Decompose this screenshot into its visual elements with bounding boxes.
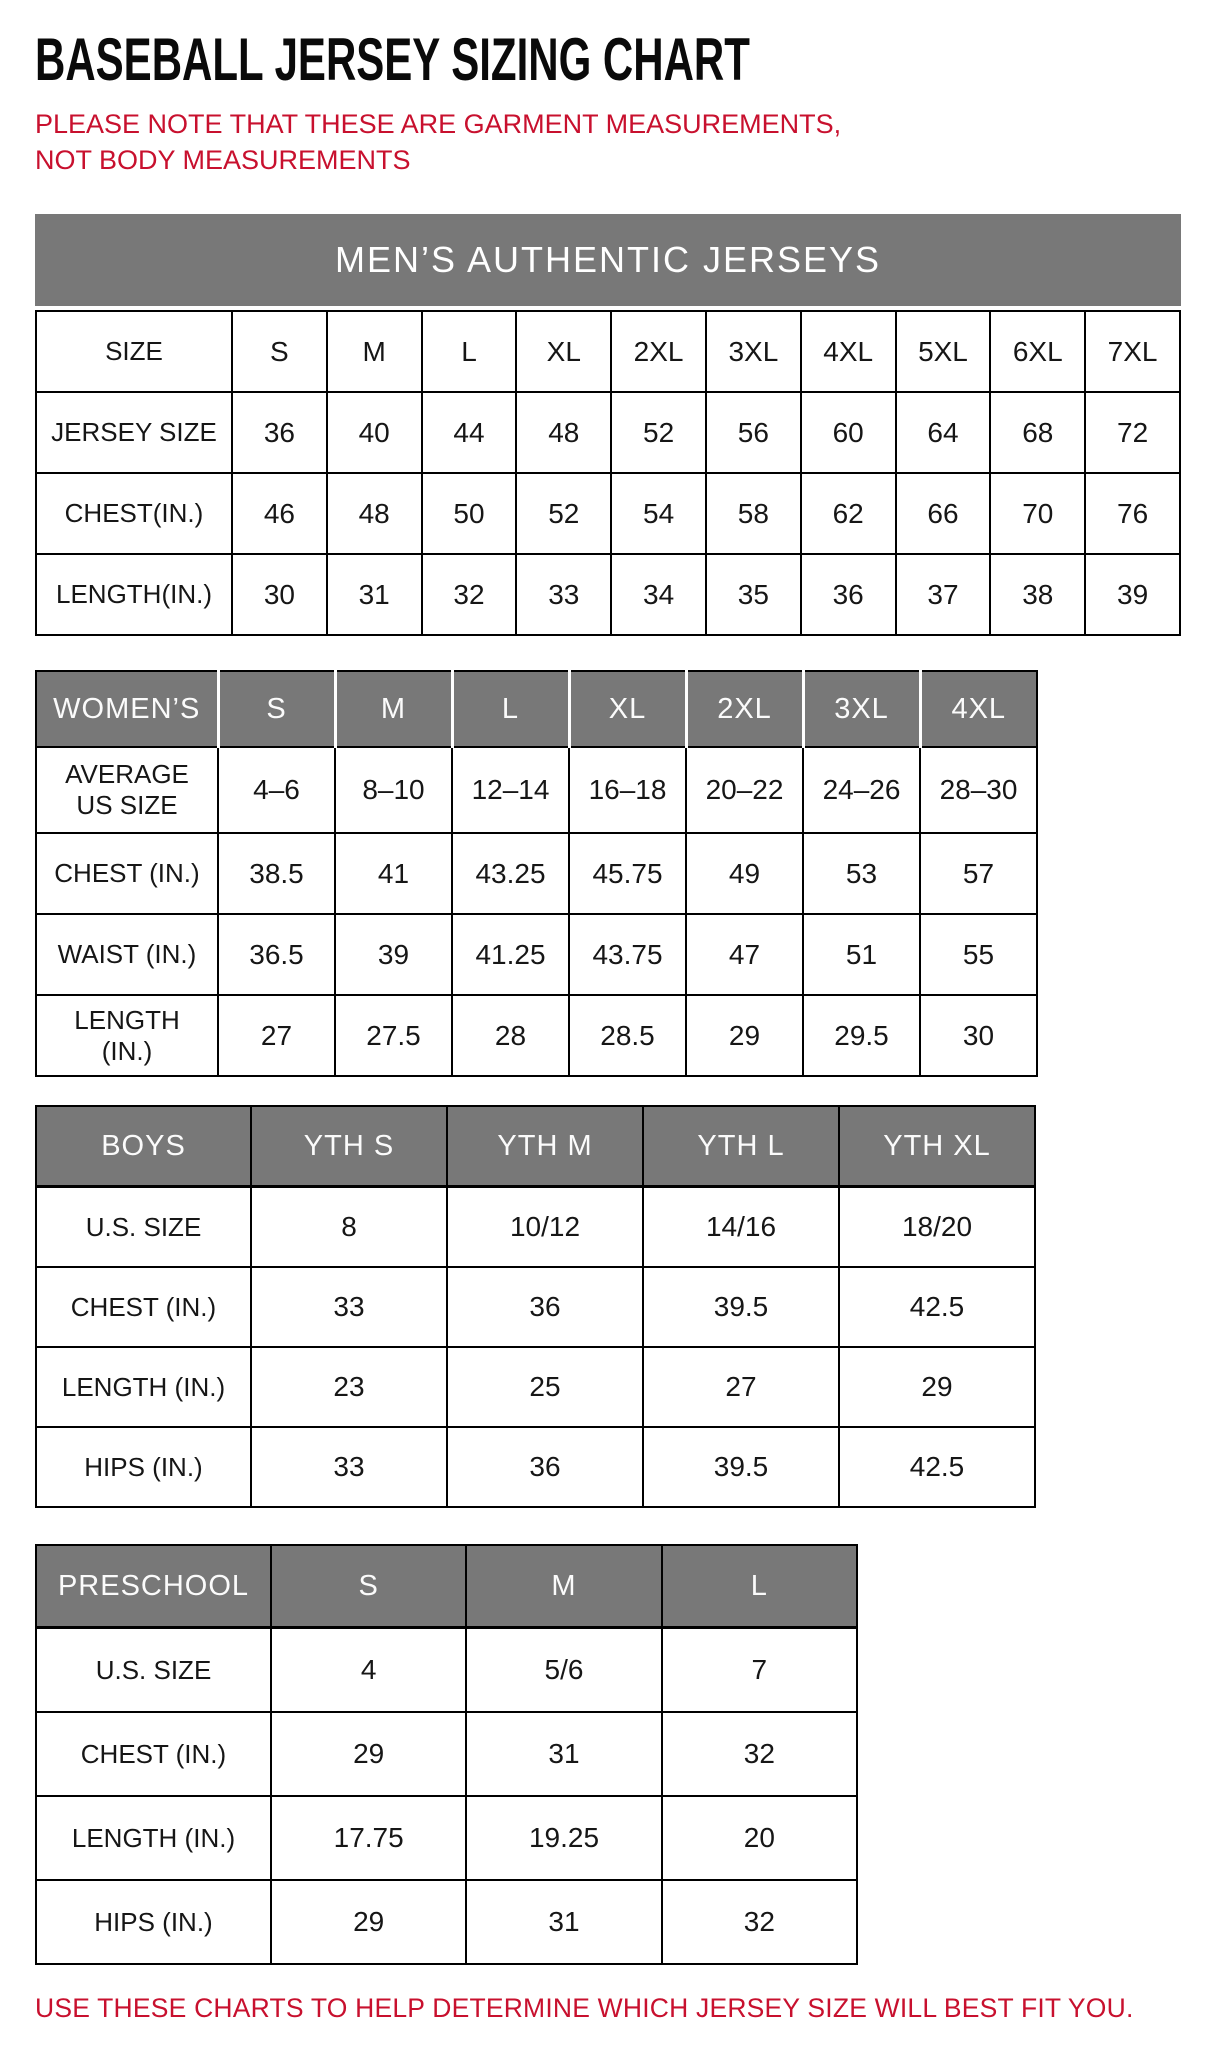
value-cell: 31: [466, 1880, 661, 1964]
value-cell: 41.25: [452, 914, 569, 995]
value-cell: 28–30: [920, 747, 1037, 833]
value-cell: 24–26: [803, 747, 920, 833]
value-cell: 64: [896, 392, 991, 473]
size-cell: 2XL: [611, 311, 706, 392]
value-cell: 48: [516, 392, 611, 473]
womens-size-table: [35, 670, 1038, 1077]
value-cell: 56: [706, 392, 801, 473]
value-cell: 47: [686, 914, 803, 995]
mens-banner: MEN’S AUTHENTIC JERSEYS: [35, 214, 1181, 306]
value-cell: 29.5: [803, 995, 920, 1076]
value-cell: 25: [447, 1347, 643, 1427]
value-cell: 52: [611, 392, 706, 473]
table-header-row: [36, 1545, 857, 1628]
value-cell: 5/6: [466, 1628, 661, 1713]
value-cell: 51: [803, 914, 920, 995]
size-cell: 4XL: [801, 311, 896, 392]
table-row: [36, 995, 1037, 1076]
table-header-row: [36, 671, 1037, 747]
value-cell: 76: [1085, 473, 1180, 554]
row-label-cell: WAIST (IN.): [36, 914, 218, 995]
table-row: [36, 747, 1037, 833]
value-cell: 37: [896, 554, 991, 635]
size-header-cell: M: [335, 671, 452, 747]
value-cell: 32: [662, 1712, 857, 1796]
size-header-cell: M: [466, 1545, 661, 1628]
value-cell: 30: [232, 554, 327, 635]
boys-size-table: [35, 1105, 1036, 1508]
value-cell: 39.5: [643, 1427, 839, 1507]
value-cell: 4–6: [218, 747, 335, 833]
row-label-cell: LENGTH (IN.): [36, 1347, 251, 1427]
value-cell: 27.5: [335, 995, 452, 1076]
value-cell: 70: [990, 473, 1085, 554]
value-cell: 53: [803, 833, 920, 914]
fit-advice-footer: USE THESE CHARTS TO HELP DETERMINE WHICH JERSEY SIZE WILL BEST FIT YOU.: [35, 1993, 1134, 2024]
size-header-cell: YTH M: [447, 1106, 643, 1187]
row-label-cell: HIPS (IN.): [36, 1427, 251, 1507]
table-row: [36, 1712, 857, 1796]
preschool-size-table: [35, 1544, 858, 1965]
value-cell: 29: [839, 1347, 1035, 1427]
value-cell: 28.5: [569, 995, 686, 1076]
preschool-header-label: PRESCHOOL: [36, 1545, 271, 1628]
value-cell: 48: [327, 473, 422, 554]
boys-header-label: BOYS: [36, 1106, 251, 1187]
size-cell: 7XL: [1085, 311, 1180, 392]
garment-measurements-note: PLEASE NOTE THAT THESE ARE GARMENT MEASUREMENTS, NOT BODY MEASUREMENTS: [35, 109, 842, 175]
value-cell: 36: [447, 1427, 643, 1507]
value-cell: 27: [218, 995, 335, 1076]
value-cell: 29: [271, 1712, 466, 1796]
value-cell: 44: [422, 392, 517, 473]
table-row: [36, 1267, 1035, 1347]
value-cell: 33: [251, 1427, 447, 1507]
table-row: [36, 311, 1180, 392]
size-header-cell: L: [662, 1545, 857, 1628]
row-label-cell: HIPS (IN.): [36, 1880, 271, 1964]
value-cell: 52: [516, 473, 611, 554]
value-cell: 60: [801, 392, 896, 473]
value-cell: 72: [1085, 392, 1180, 473]
value-cell: 41: [335, 833, 452, 914]
row-label-cell: CHEST (IN.): [36, 1712, 271, 1796]
size-header-cell: YTH L: [643, 1106, 839, 1187]
value-cell: 36: [447, 1267, 643, 1347]
table-row: [36, 1796, 857, 1880]
row-label-cell: JERSEY SIZE: [36, 392, 232, 473]
value-cell: 49: [686, 833, 803, 914]
row-label-cell: LENGTH (IN.): [36, 1796, 271, 1880]
value-cell: 54: [611, 473, 706, 554]
table-row: [36, 1427, 1035, 1507]
value-cell: 45.75: [569, 833, 686, 914]
size-header-cell: L: [452, 671, 569, 747]
value-cell: 29: [686, 995, 803, 1076]
value-cell: 32: [422, 554, 517, 635]
row-label-cell: U.S. SIZE: [36, 1187, 251, 1268]
size-header-cell: S: [218, 671, 335, 747]
table-row: [36, 914, 1037, 995]
size-cell: XL: [516, 311, 611, 392]
size-cell: 5XL: [896, 311, 991, 392]
table-row: [36, 473, 1180, 554]
size-cell: 6XL: [990, 311, 1085, 392]
value-cell: 58: [706, 473, 801, 554]
value-cell: 43.75: [569, 914, 686, 995]
table-row: [36, 833, 1037, 914]
value-cell: 8: [251, 1187, 447, 1268]
value-cell: 68: [990, 392, 1085, 473]
size-header-cell: XL: [569, 671, 686, 747]
value-cell: 38.5: [218, 833, 335, 914]
row-label-cell: CHEST (IN.): [36, 1267, 251, 1347]
value-cell: 27: [643, 1347, 839, 1427]
value-cell: 50: [422, 473, 517, 554]
value-cell: 31: [327, 554, 422, 635]
value-cell: 43.25: [452, 833, 569, 914]
table-row: [36, 1628, 857, 1713]
row-label-cell: LENGTH (IN.): [36, 995, 218, 1076]
value-cell: 39: [1085, 554, 1180, 635]
value-cell: 36.5: [218, 914, 335, 995]
value-cell: 17.75: [271, 1796, 466, 1880]
row-label-cell: U.S. SIZE: [36, 1628, 271, 1713]
value-cell: 42.5: [839, 1427, 1035, 1507]
row-label-cell: CHEST (IN.): [36, 833, 218, 914]
value-cell: 34: [611, 554, 706, 635]
page-title: BASEBALL JERSEY SIZING CHART: [35, 26, 750, 93]
size-cell: S: [232, 311, 327, 392]
table-row: [36, 1347, 1035, 1427]
value-cell: 39: [335, 914, 452, 995]
womens-header-label: WOMEN’S: [36, 671, 218, 747]
row-label-cell: CHEST(IN.): [36, 473, 232, 554]
value-cell: 66: [896, 473, 991, 554]
size-header-cell: 4XL: [920, 671, 1037, 747]
size-header-cell: S: [271, 1545, 466, 1628]
value-cell: 4: [271, 1628, 466, 1713]
value-cell: 14/16: [643, 1187, 839, 1268]
value-cell: 33: [251, 1267, 447, 1347]
table-row: [36, 392, 1180, 473]
value-cell: 7: [662, 1628, 857, 1713]
table-header-row: [36, 1106, 1035, 1187]
value-cell: 32: [662, 1880, 857, 1964]
value-cell: 16–18: [569, 747, 686, 833]
value-cell: 40: [327, 392, 422, 473]
value-cell: 30: [920, 995, 1037, 1076]
value-cell: 8–10: [335, 747, 452, 833]
value-cell: 10/12: [447, 1187, 643, 1268]
table-row: [36, 1880, 857, 1964]
size-header-cell: 3XL: [803, 671, 920, 747]
value-cell: 38: [990, 554, 1085, 635]
value-cell: 20–22: [686, 747, 803, 833]
value-cell: 23: [251, 1347, 447, 1427]
value-cell: 19.25: [466, 1796, 661, 1880]
size-cell: 3XL: [706, 311, 801, 392]
table-row: [36, 1187, 1035, 1268]
value-cell: 36: [232, 392, 327, 473]
mens-size-table: [35, 310, 1181, 636]
value-cell: 62: [801, 473, 896, 554]
value-cell: 28: [452, 995, 569, 1076]
value-cell: 46: [232, 473, 327, 554]
size-cell: L: [422, 311, 517, 392]
value-cell: 57: [920, 833, 1037, 914]
value-cell: 29: [271, 1880, 466, 1964]
size-header-cell: YTH S: [251, 1106, 447, 1187]
row-label-cell: AVERAGE US SIZE: [36, 747, 218, 833]
value-cell: 36: [801, 554, 896, 635]
value-cell: 12–14: [452, 747, 569, 833]
value-cell: 55: [920, 914, 1037, 995]
value-cell: 33: [516, 554, 611, 635]
value-cell: 18/20: [839, 1187, 1035, 1268]
mens-table-section: [35, 214, 1181, 636]
size-header-cell: YTH XL: [839, 1106, 1035, 1187]
value-cell: 31: [466, 1712, 661, 1796]
table-row: [36, 554, 1180, 635]
row-label-cell: SIZE: [36, 311, 232, 392]
value-cell: 42.5: [839, 1267, 1035, 1347]
value-cell: 35: [706, 554, 801, 635]
value-cell: 20: [662, 1796, 857, 1880]
size-cell: M: [327, 311, 422, 392]
size-header-cell: 2XL: [686, 671, 803, 747]
row-label-cell: LENGTH(IN.): [36, 554, 232, 635]
value-cell: 39.5: [643, 1267, 839, 1347]
